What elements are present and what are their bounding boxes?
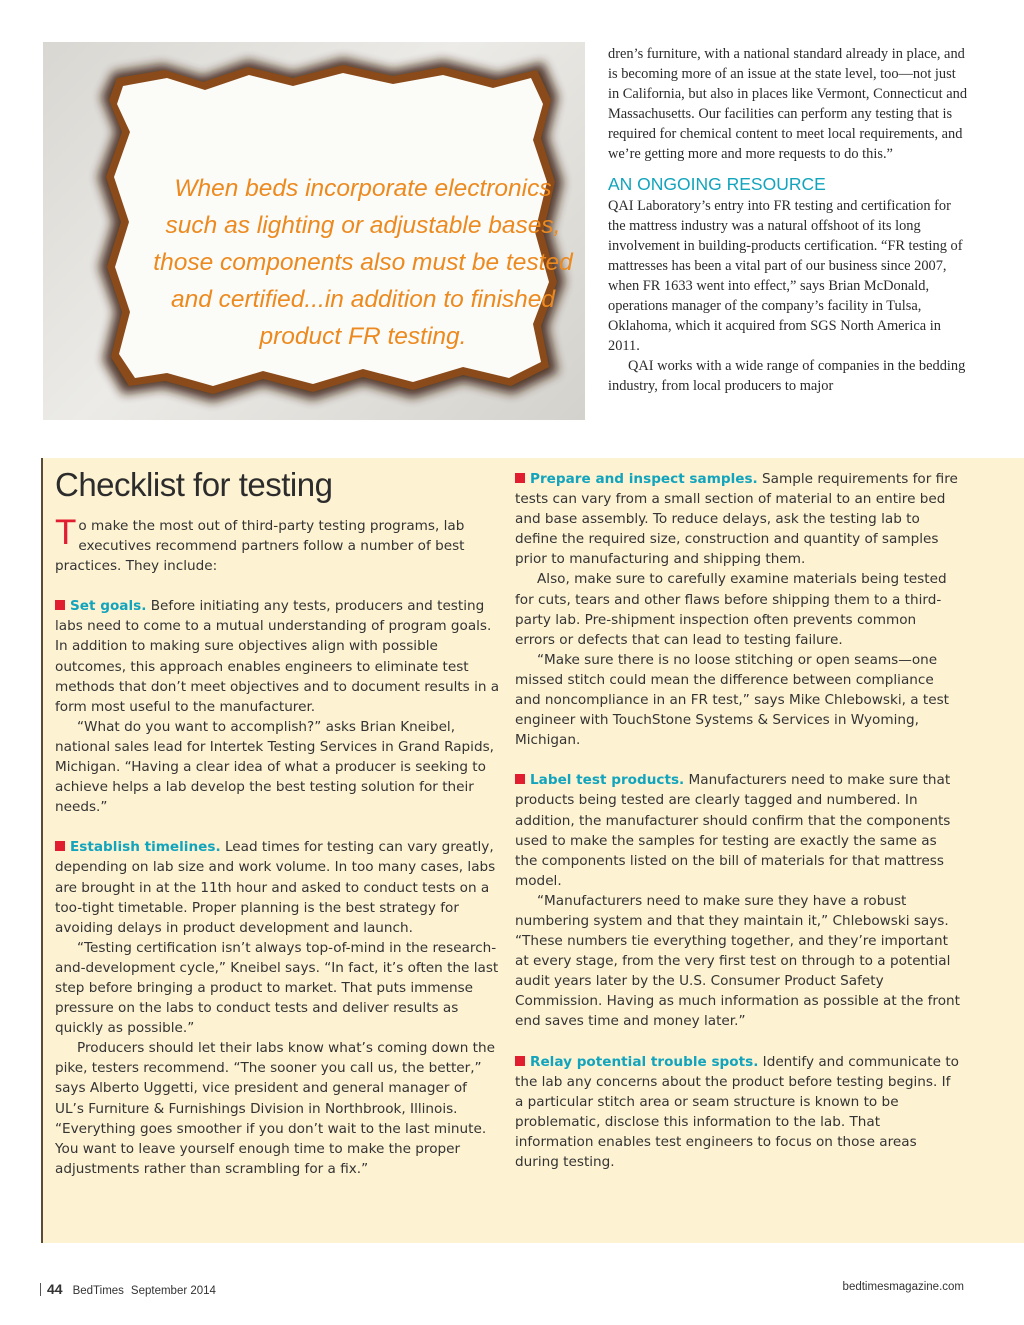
checklist-item-trouble [515,1052,960,1173]
pull-quote-image [43,42,585,420]
checklist-column-left [55,513,500,1179]
item-lead: Establish timelines. [70,839,221,856]
checklist-title: Checklist for testing [55,466,333,503]
item-paragraph: “Testing certification isn’t always top-of-mind in the research-and-development cycle,” Kneibel says. “In fact, it’s often the last step before bringing a product to market. That puts immense pressure on the labs to conduct tests and deliver results as quickly as possible.” [55,939,499,1037]
item-text: Identify and communicate to the lab any concerns about the product before testing begins. If a particular stitch area or seam structure is known to be problematic, disclose this information to the lab. That information enables test engineers to focus on those areas during testing. [515,1053,959,1170]
page-number: 44 [47,1281,63,1297]
item-paragraph: Also, make sure to carefully examine materials being tested for cuts, tears and other flaws before shipping them to a third-party lab. Pre-shipment inspection often prevents common errors or defects that can lead to testing failure. [515,571,947,648]
item-text: Sample requirements for fire tests can vary from a small section of material to an entire bed and base assembly. To reduce delays, ask the testing lab to define the required size, construction and quantity of samples prior to manufacturing and shipping them. [515,471,958,568]
pull-quote-text: When beds incorporate electronics such as lighting or adjustable bases, those components also must be tested and certified...in addition to finished product FR testing. [153,174,573,350]
intro-paragraph [55,513,500,576]
red-square-bullet-icon [55,841,65,851]
item-lead: Relay potential trouble spots. [530,1053,759,1070]
page-footer-left [40,1281,216,1297]
footer-divider [40,1283,41,1296]
checklist-item-set-goals [55,596,500,717]
checklist-sidebar [41,458,1024,1243]
item-paragraph: “Manufacturers need to make sure they have a robust numbering system and that they maintain it,” Chlebowski says. “These numbers tie everything together, and they’re important at every stage, from the very first test on through to a potential audit years later by the U.S. Consumer Product Safety Commission. Having as much information as possible at the front end saves time and money later.” [515,892,960,1030]
checklist-item-label [515,770,960,891]
website-url: bedtimesmagazine.com [842,1281,964,1293]
item-paragraph: Producers should let their labs know what’s coming down the pike, testers recommend. “The sooner you call us, the better,” says Alberto Uggetti, vice president and general manager of UL’s Furniture & Furnishings Division in Northbrook, Illinois. “Everything goes smoother if you don’t wait to the last minute. You want to leave yourself enough time to make the proper adjustments rather than scrambling for a fix.” [55,1040,495,1177]
article-column-top [608,44,970,397]
red-square-bullet-icon [515,473,525,483]
article-paragraph: QAI Laboratory’s entry into FR testing and certification for the mattress industry was a natural offshoot of its long involvement in building-products certification. “FR testing of mattresses has been a vital part of our business since 2007, when FR 1633 went into effect,” says Brian McDonald, operations manager of the company’s facility in Tulsa, Oklahoma, which it acquired from SGS North America in 2011. [608,197,963,355]
issue-date: September 2014 [130,1285,216,1297]
red-square-bullet-icon [55,600,65,610]
magazine-name: BedTimes [72,1285,124,1297]
article-paragraph: dren’s furniture, with a national standard already in place, and is becoming more of an issue at the state level, too—not just in California, but also in places like Vermont, Connecticut and Massachusetts. Our facilities can perform any testing that is required for chemical content to meet local requirements, and we’re getting more and more requests to do this.” [608,46,968,163]
item-paragraph: “What do you want to accomplish?” asks Brian Kneibel, national sales lead for Intertek Testing Services in Grand Rapids, Michigan. “Having a clear idea of what a producer is seeking to achieve helps a lab develop the best testing solution for their needs.” [55,718,494,816]
intro-text: o make the most out of third-party testing programs, lab executives recommend partners follow a number of best practices. They include: [55,518,465,575]
checklist-item-timelines [55,837,500,937]
item-paragraph: “Make sure there is no loose stitching or open seams—one missed stitch could mean the difference between compliance and noncompliance in an FR test,” says Mike Chlebowski, a test engineer with TouchStone Systems & Services in Wyoming, Michigan. [515,651,949,749]
item-text: Lead times for testing can vary greatly, depending on lab size and work volume. In too many cases, labs are brought in at the 11th hour and asked to conduct tests on a too-tight timetable. Proper planning is the best strategy for avoiding delays in product development and launch. [55,839,496,936]
item-lead: Set goals. [70,598,147,615]
article-paragraph: QAI works with a wide range of companies in the bedding industry, from local producers to major [608,358,966,395]
item-lead: Prepare and inspect samples. [530,471,758,487]
item-lead: Label test products. [530,772,685,789]
checklist-column-right [515,469,960,1172]
drop-cap: T [55,513,77,552]
red-square-bullet-icon [515,1056,525,1066]
section-heading: AN ONGOING RESOURCE [608,173,826,194]
checklist-item-samples [515,469,960,569]
red-square-bullet-icon [515,774,525,784]
item-text: Manufacturers need to make sure that products being tested are clearly tagged and numbered. In addition, the manufacturer should confirm that the components used to make the samples for testing are exactly the same as the components listed on the bill of materials for that mattress model. [515,772,951,889]
item-text: Before initiating any tests, producers and testing labs need to come to a mutual understanding of program goals. In addition to making sure objectives align with possible outcomes, this approach enables engineers to eliminate test methods that don’t meet objectives and to document results in a form most useful to the manufacturer. [55,598,500,715]
